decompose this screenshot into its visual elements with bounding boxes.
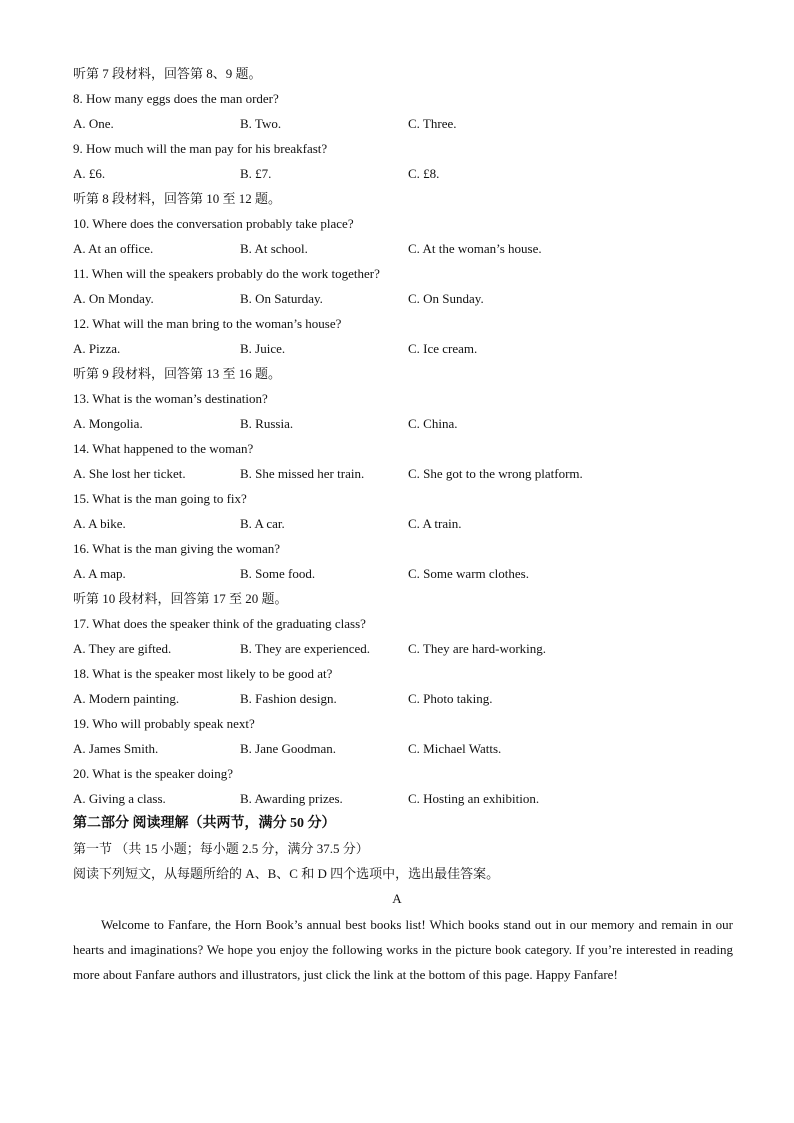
option-b: B. They are experienced. <box>240 641 371 656</box>
option-b: B. Russia. <box>240 416 294 431</box>
question-15: 15. What is the man going to fix? <box>73 491 247 506</box>
option-a: A. Giving a class. <box>73 791 166 806</box>
question-13: 13. What is the woman’s destination? <box>73 391 268 406</box>
option-b: B. A car. <box>240 516 285 531</box>
option-b: B. Fashion design. <box>240 691 337 706</box>
section-header-10: 听第 10 段材料，回答第 17 至 20 题。 <box>73 591 288 606</box>
option-b: B. £7. <box>240 166 272 181</box>
question-11: 11. When will the speakers probably do the work together? <box>73 266 380 281</box>
option-a: A. A bike. <box>73 516 126 531</box>
option-a: A. A map. <box>73 566 126 581</box>
question-19: 19. Who will probably speak next? <box>73 716 255 731</box>
option-c: C. At the woman’s house. <box>408 241 542 256</box>
option-a: A. Mongolia. <box>73 416 143 431</box>
option-c: C. Some warm clothes. <box>408 566 529 581</box>
option-a: A. £6. <box>73 166 106 181</box>
option-b: B. At school. <box>240 241 308 256</box>
section-header-9: 听第 9 段材料，回答第 13 至 16 题。 <box>73 366 282 381</box>
option-b: B. Awarding prizes. <box>240 791 343 806</box>
option-a: A. They are gifted. <box>73 641 172 656</box>
option-b: B. Jane Goodman. <box>240 741 337 756</box>
question-12: 12. What will the man bring to the woman’s house? <box>73 316 342 331</box>
option-c: C. £8. <box>408 166 440 181</box>
option-c: C. Three. <box>408 116 457 131</box>
question-16: 16. What is the man giving the woman? <box>73 541 280 556</box>
option-c: C. Hosting an exhibition. <box>408 791 540 806</box>
question-9: 9. How much will the man pay for his breakfast? <box>73 141 328 156</box>
passage-label: A <box>392 891 402 906</box>
option-b: B. On Saturday. <box>240 291 323 306</box>
option-c: C. Michael Watts. <box>408 741 502 756</box>
option-b: B. Some food. <box>240 566 316 581</box>
option-c: C. They are hard-working. <box>408 641 547 656</box>
question-18: 18. What is the speaker most likely to be good at? <box>73 666 333 681</box>
option-a: A. She lost her ticket. <box>73 466 186 481</box>
option-a: A. James Smith. <box>73 741 159 756</box>
section-one-heading: 第一节 （共 15 小题；每小题 2.5 分，满分 37.5 分） <box>73 841 369 856</box>
option-b: B. Juice. <box>240 341 286 356</box>
option-b: B. She missed her train. <box>240 466 365 481</box>
option-c: C. China. <box>408 416 458 431</box>
option-a: A. Pizza. <box>73 341 121 356</box>
question-17: 17. What does the speaker think of the graduating class? <box>73 616 366 631</box>
reading-instruction: 阅读下列短文，从每题所给的 A、B、C 和 D 四个选项中，选出最佳答案。 <box>73 866 500 881</box>
question-8: 8. How many eggs does the man order? <box>73 91 279 106</box>
option-a: A. Modern painting. <box>73 691 180 706</box>
option-c: C. On Sunday. <box>408 291 484 306</box>
section-header-7: 听第 7 段材料，回答第 8、9 题。 <box>73 66 262 81</box>
part-two-title: 第二部分 阅读理解（共两节，满分 50 分） <box>73 816 336 831</box>
passage-a-paragraph: Welcome to Fanfare, the Horn Book’s annual best books list! Which books stand out in our memory and remain in our hearts and imaginations? We hope you enjoy the following works in the picture book category. If you’re interested in reading more about Fanfare authors and illustrators, just click the link at the bottom of this page. Happy Fanfare! <box>73 917 733 982</box>
option-a: A. At an office. <box>73 241 154 256</box>
option-b: B. Two. <box>240 116 282 131</box>
option-c: C. She got to the wrong platform. <box>408 466 583 481</box>
question-20: 20. What is the speaker doing? <box>73 766 234 781</box>
question-10: 10. Where does the conversation probably take place? <box>73 216 354 231</box>
option-a: A. One. <box>73 116 114 131</box>
option-a: A. On Monday. <box>73 291 154 306</box>
option-c: C. Ice cream. <box>408 341 478 356</box>
option-c: C. Photo taking. <box>408 691 493 706</box>
option-c: C. A train. <box>408 516 462 531</box>
question-14: 14. What happened to the woman? <box>73 441 254 456</box>
section-header-8: 听第 8 段材料，回答第 10 至 12 题。 <box>73 191 282 206</box>
